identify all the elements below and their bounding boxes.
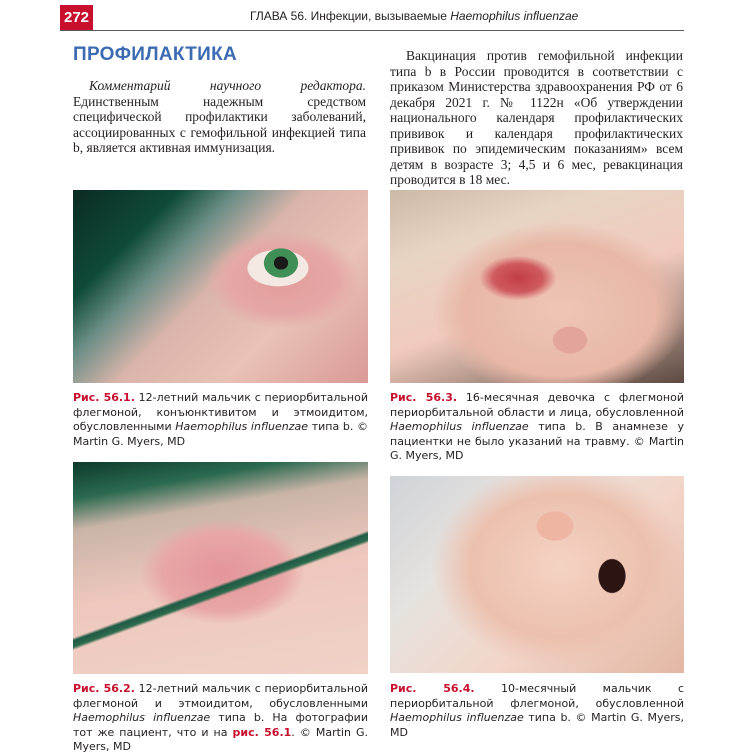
running-head <box>250 9 684 23</box>
editor-comment-paragraph <box>73 78 366 156</box>
figure-56-3-photo <box>390 190 684 383</box>
caption-organism: Haemophilus influenzae <box>73 711 211 724</box>
section-title: ПРОФИЛАКТИКА <box>73 44 238 65</box>
caption-text: типа b. © Martin G. Myers, MD <box>73 420 368 448</box>
caption-text: 12-летний мальчик с периорбитальной флегмоной и этмоидитом, обусловленными <box>73 682 368 710</box>
caption-organism: Haemophilus influenzae <box>175 420 309 433</box>
caption-text: 12-летний мальчик с периорбитальной флегмоной, конъюнктивитом и этмоидитом, обусловленными <box>73 391 368 433</box>
figure-56-2-photo <box>73 462 368 674</box>
chapter-title-organism: Haemophilus influenzae <box>450 9 579 23</box>
caption-text: 10-месячный мальчик с периорбитальной флегмоной, обусловленной <box>390 682 684 710</box>
figure-label: Рис. 56.4. <box>390 682 475 695</box>
caption-organism: Haemophilus influenzae <box>390 420 529 433</box>
figure-56-1-photo <box>73 190 368 383</box>
page-number: 272 <box>60 5 93 30</box>
figure-label: Рис. 56.1. <box>73 391 135 404</box>
figure-label: Рис. 56.2. <box>73 682 135 695</box>
figure-56-3-caption <box>390 391 684 464</box>
caption-text: типа b. На фотографии тот же пациент, что и на <box>73 711 368 739</box>
figure-cross-reference: рис. 56.1 <box>232 725 292 739</box>
caption-text: 16-месячная девочка с флегмоной периорбитальной области и лица, обусловленной <box>390 391 684 419</box>
caption-text: . © Martin G. Myers, MD <box>73 725 368 753</box>
caption-organism: Haemophilus influenzae <box>390 711 524 724</box>
figure-label: Рис. 56.3. <box>390 391 458 404</box>
editor-comment-lead: Комментарий научного редактора. <box>89 78 366 93</box>
vaccination-paragraph: Вакцинация против гемофильной инфекции типа b в России проводится в соответствии с приказом Министерства здравоохранения РФ от 6 декабря 2021 г. № 1122н «Об утверждении национального календаря профилактических прививок и календаря профилактических прививок по эпидемическим показаниям» всем детям в возрасте 3; 4,5 и 6 мес, ревакцинация проводится в 18 мес. <box>390 48 683 187</box>
caption-text: типа b. В анамнезе у пациентки не было указаний на травму. © Martin G. Myers, MD <box>390 420 684 462</box>
header-rule <box>60 30 684 31</box>
figure-56-4-photo <box>390 476 684 673</box>
figure-56-4-caption <box>390 682 684 740</box>
figure-56-2-caption <box>73 682 368 755</box>
chapter-title: ГЛАВА 56. Инфекции, вызываемые <box>250 9 451 23</box>
caption-text: типа b. © Martin G. Myers, MD <box>390 711 684 739</box>
figure-56-1-caption <box>73 391 368 449</box>
editor-comment-text: Единственным надежным средством специфической профилактики заболеваний, ассоциированных с гемофильной инфекцией типа b, является активная иммунизация. <box>73 93 366 155</box>
